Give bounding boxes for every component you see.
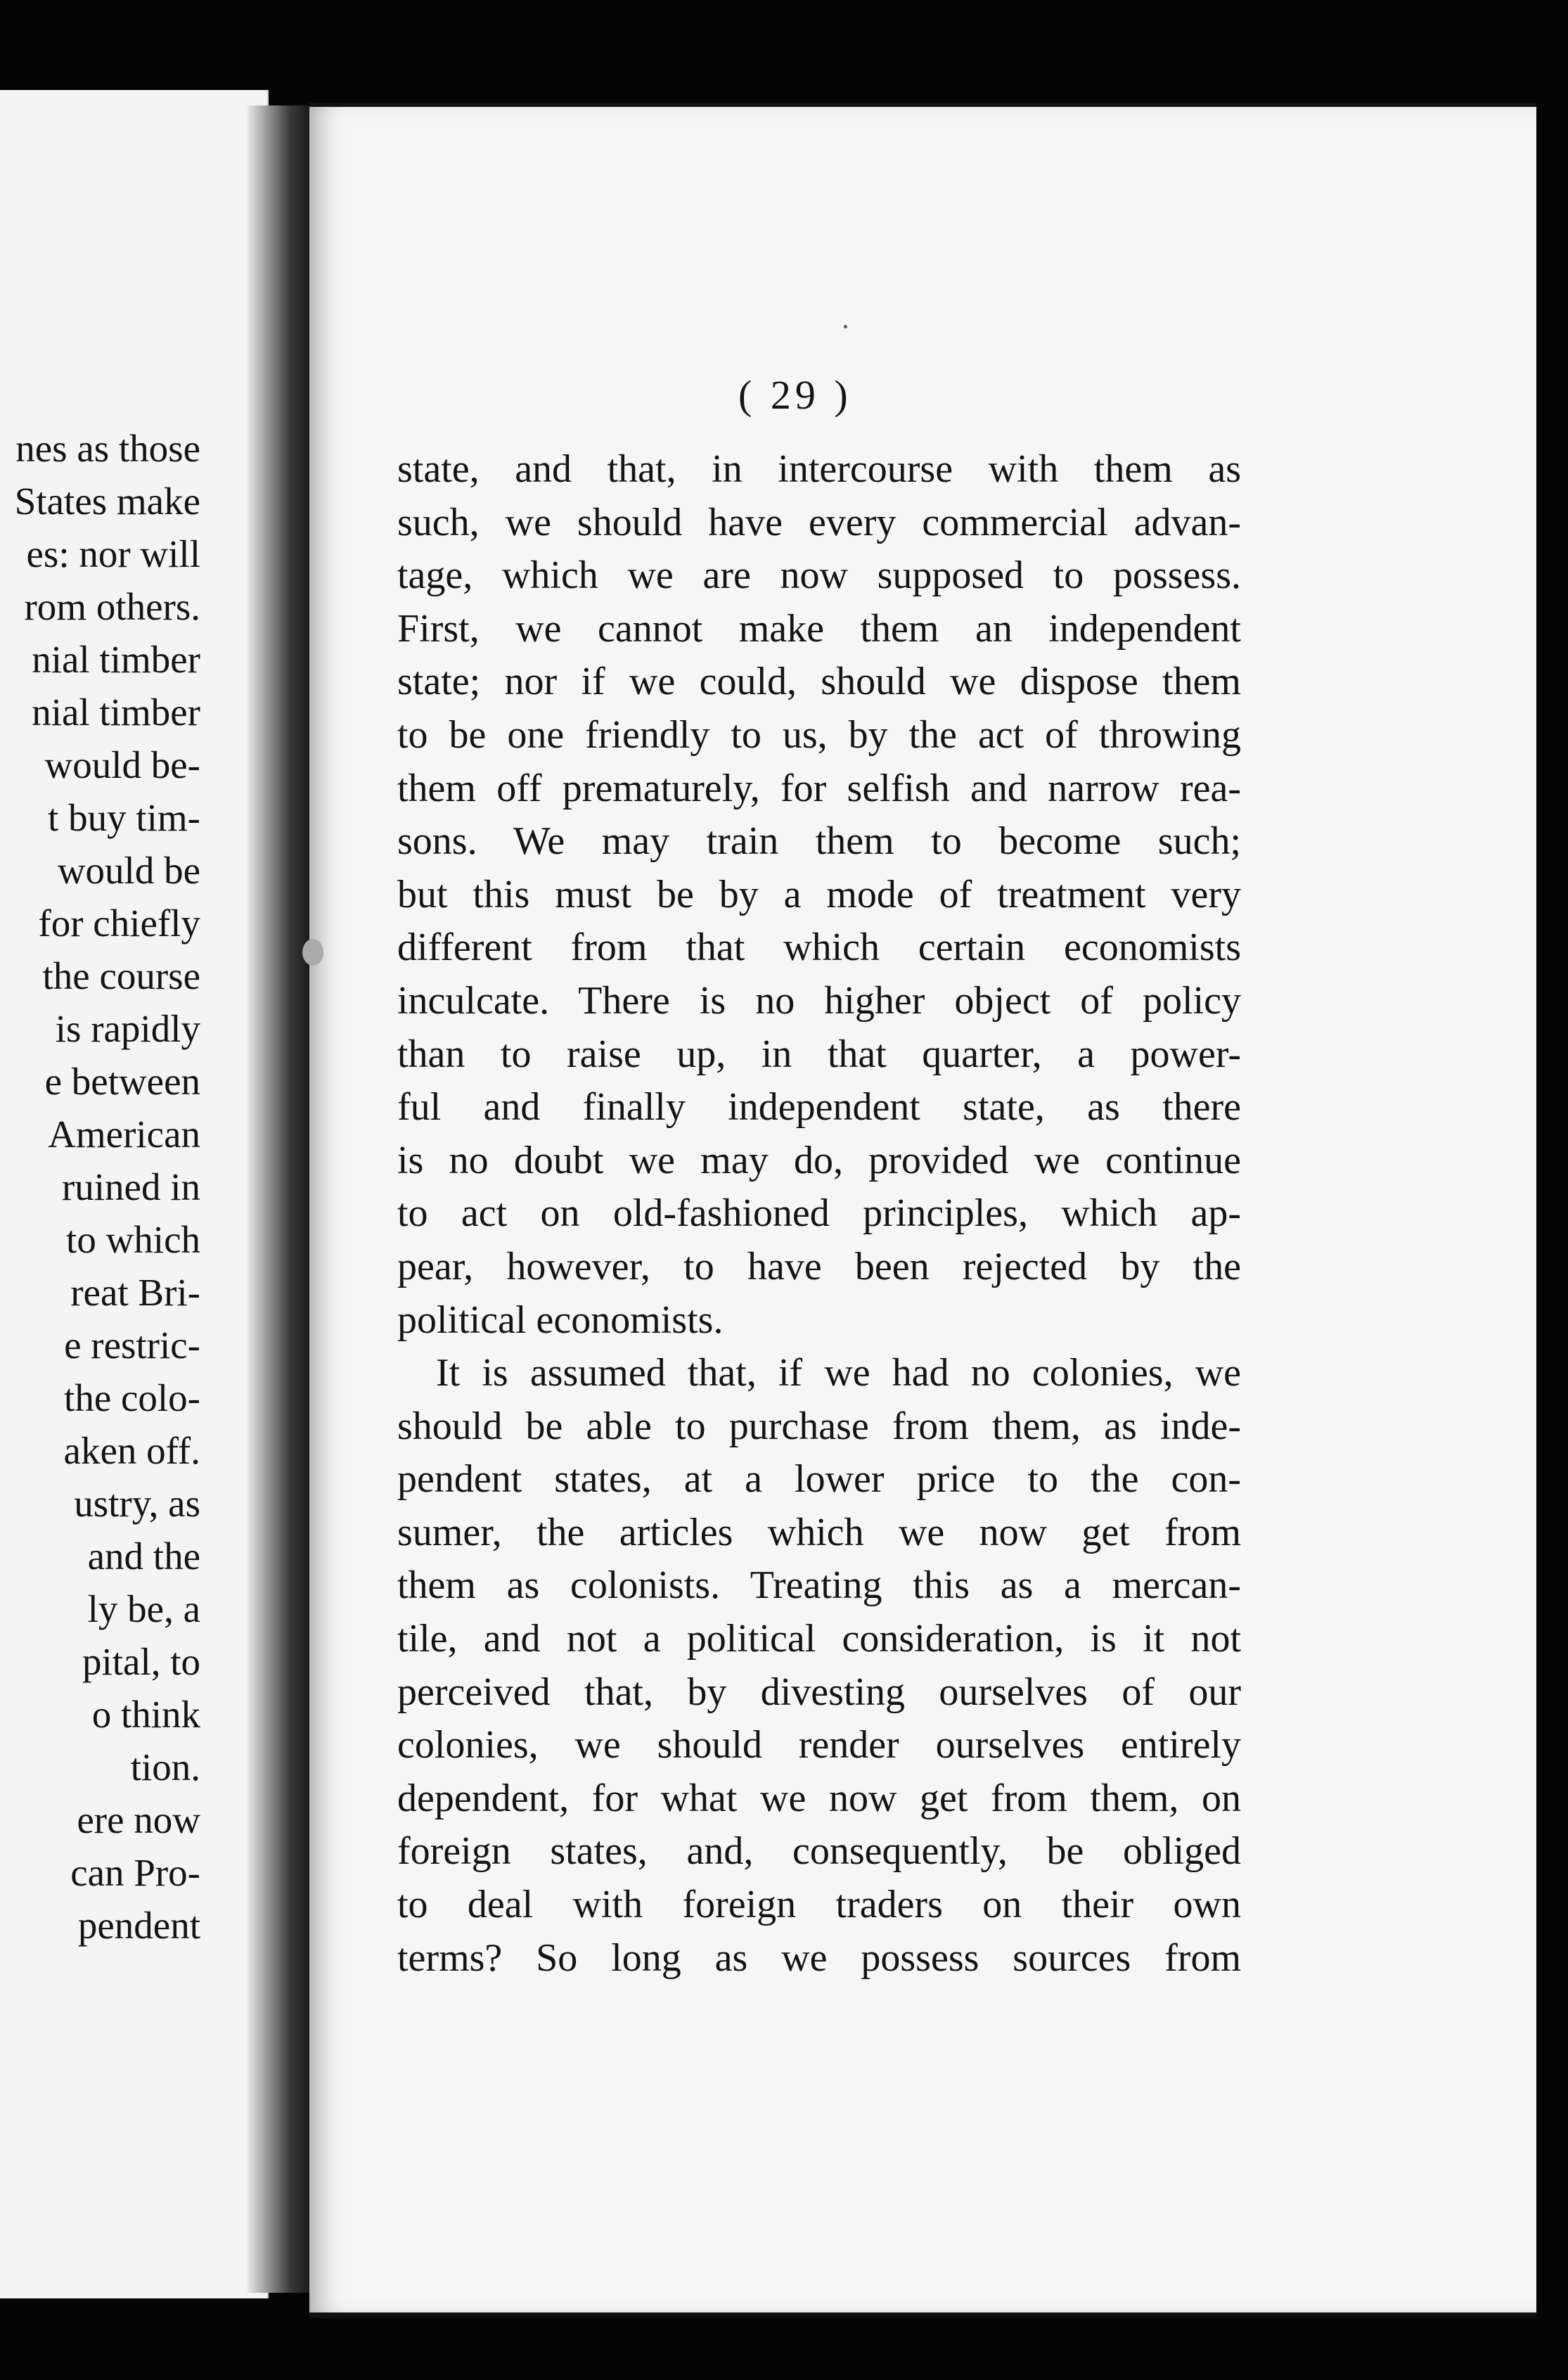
left-page-line: es: nor will bbox=[26, 532, 200, 575]
left-page-line: nial timber bbox=[32, 638, 200, 681]
text-line: inculcate. There is no higher object of policy bbox=[397, 978, 1241, 1023]
left-page-line: e restric- bbox=[64, 1324, 200, 1367]
text-line: foreign states, and, consequently, be obliged bbox=[397, 1829, 1241, 1874]
text-line: them off prematurely, for selfish and narrow rea- bbox=[397, 766, 1241, 810]
text-line: different from that which certain economists bbox=[397, 926, 1241, 970]
left-page-line: is rapidly bbox=[55, 1007, 200, 1050]
left-page-line: aken off. bbox=[63, 1429, 200, 1472]
left-page-line: nes as those bbox=[15, 427, 200, 470]
text-line: sumer, the articles which we now get from bbox=[397, 1510, 1241, 1554]
left-page-line: t buy tim- bbox=[48, 796, 200, 839]
left-page-line: pital, to bbox=[82, 1640, 200, 1683]
paper-speck bbox=[302, 939, 323, 966]
text-line: to deal with foreign traders on their own bbox=[397, 1883, 1241, 1927]
left-page-line: the course bbox=[42, 954, 200, 997]
left-page-line: would be bbox=[57, 849, 200, 892]
text-line: pendent states, at a lower price to the con- bbox=[397, 1457, 1241, 1502]
paper-speck bbox=[844, 325, 847, 328]
body-text bbox=[397, 443, 1241, 1985]
left-page-line: reat Bri- bbox=[70, 1271, 200, 1314]
left-page-line: o think bbox=[91, 1693, 200, 1736]
left-page-line: for chiefly bbox=[38, 902, 200, 945]
left-page-line: ruined in bbox=[61, 1165, 200, 1208]
text-line: should be able to purchase from them, as inde- bbox=[397, 1404, 1241, 1448]
left-page-line: ustry, as bbox=[74, 1482, 200, 1525]
left-page-line: American bbox=[48, 1113, 200, 1156]
bottom-edge-noise bbox=[309, 2312, 1536, 2318]
text-line: them as colonists. Treating this as a mercan- bbox=[397, 1563, 1241, 1608]
left-page-line: rom others. bbox=[24, 585, 200, 628]
top-edge-noise bbox=[309, 103, 1536, 107]
text-line: pear, however, to have been rejected by the bbox=[397, 1244, 1241, 1288]
text-line: but this must be by a mode of treatment very bbox=[397, 872, 1241, 916]
left-page-line: ly be, a bbox=[87, 1587, 200, 1630]
left-page-line: States make bbox=[14, 480, 200, 523]
text-line: to act on old-fashioned principles, which ap- bbox=[397, 1191, 1241, 1236]
text-line: sons. We may train them to become such; bbox=[397, 819, 1241, 864]
left-page-line: would be- bbox=[44, 743, 200, 786]
text-line: state, and that, in intercourse with them as bbox=[397, 447, 1241, 491]
text-line: state; nor if we could, should we dispose them bbox=[397, 660, 1241, 704]
text-line: tage, which we are now supposed to possess. bbox=[397, 554, 1241, 598]
text-line: ful and finally independent state, as there bbox=[397, 1085, 1241, 1130]
left-page-line: e between bbox=[44, 1060, 200, 1103]
text-line: tile, and not a political consideration, is it not bbox=[397, 1617, 1241, 1661]
text-line: is no doubt we may do, provided we continue bbox=[397, 1138, 1241, 1182]
left-page-line: the colo- bbox=[64, 1376, 200, 1419]
text-line: It is assumed that, if we had no colonies, we bbox=[436, 1351, 1241, 1395]
page-number: ( 29 ) bbox=[738, 372, 852, 418]
left-page bbox=[0, 90, 269, 2298]
text-line: political economists. bbox=[397, 1298, 724, 1342]
text-line: terms? So long as we possess sources from bbox=[397, 1936, 1241, 1980]
text-line: than to raise up, in that quarter, a power- bbox=[397, 1032, 1241, 1076]
left-page-line: ere now bbox=[77, 1798, 200, 1841]
left-page-line: can Pro- bbox=[70, 1851, 200, 1894]
left-page-line: pendent bbox=[77, 1904, 200, 1947]
left-page-line: nial timber bbox=[32, 691, 200, 734]
left-page-line: tion. bbox=[130, 1746, 200, 1789]
text-line: dependent, for what we now get from them, on bbox=[397, 1776, 1241, 1820]
left-page-line: and the bbox=[87, 1535, 200, 1578]
text-line: such, we should have every commercial advan- bbox=[397, 500, 1241, 544]
text-line: to be one friendly to us, by the act of throwing bbox=[397, 712, 1241, 757]
left-page-line: to which bbox=[66, 1218, 200, 1261]
text-line: First, we cannot make them an independent bbox=[397, 606, 1241, 651]
text-line: colonies, we should render ourselves entirely bbox=[397, 1723, 1241, 1767]
text-line: perceived that, by divesting ourselves of our bbox=[397, 1670, 1241, 1714]
